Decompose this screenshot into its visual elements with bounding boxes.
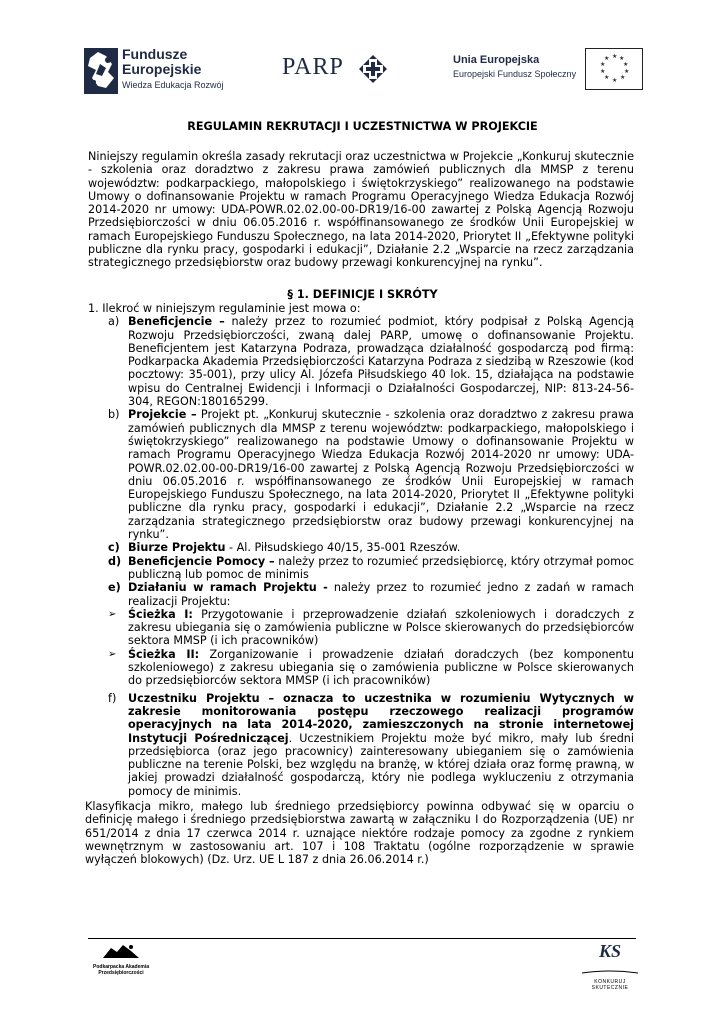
svg-text:★: ★	[612, 77, 618, 84]
definition-term: Beneficjencie –	[128, 315, 225, 329]
definition-d	[88, 555, 634, 582]
eu-flag-icon	[585, 48, 643, 90]
svg-text:★: ★	[619, 55, 625, 62]
list-item-1-intro: 1. Ilekroć w niniejszym regulaminie jest mowa o:	[88, 302, 361, 315]
definitions-list	[85, 302, 635, 867]
svg-text:★: ★	[612, 53, 618, 60]
eu-line2: Europejski Fundusz Społeczny	[453, 69, 577, 79]
svg-text:★: ★	[600, 61, 606, 68]
definition-e	[88, 581, 634, 608]
parp-symbol-icon	[358, 54, 388, 84]
definition-term: Projekcie –	[128, 408, 197, 422]
eu-line1: Unia Europejska	[453, 54, 540, 66]
definition-label: a)	[108, 315, 120, 329]
fe-line3: Wiedza Edukacja Rozwój	[122, 80, 224, 90]
path-term: Ścieżka II:	[128, 647, 200, 661]
arrow-bullet-icon: ➢	[108, 608, 117, 620]
parp-logo	[282, 54, 392, 88]
footer-divider	[88, 938, 636, 939]
classification-paragraph: Klasyfikacja mikro, małego lub średniego przedsiębiorcy powinna odbywać się w oparciu o definicję małego i średniego przedsiębiorstwa zawartą w załączniku I do Rozporządzenia (UE) nr 651/2014 z dnia 17 czerwca 2014 r. uznające niektóre rodzaje pomocy za zgodne z rynkiem wewnętrznym w zastosowaniu art. 107 i 108 Traktatu (ogólne rozporządzenie w sprawie wyłączeń blokowych) (Dz. Urz. UE L 187 z dnia 26.06.2014 r.)	[85, 799, 634, 867]
definition-text: - Al. Piłsudskiego 40/15, 35-001 Rzeszów.	[225, 541, 461, 555]
definition-label: c)	[108, 541, 120, 555]
parp-text: PARP	[282, 54, 344, 80]
fundusze-europejskie-logo	[84, 44, 244, 100]
definition-f	[88, 692, 634, 798]
definition-term: Działaniu w ramach Projektu -	[128, 581, 328, 595]
definition-text: . Uczestnikiem Projektu może być mikro, mały lub średni przedsiębiorca (oraz jego pracownicy) zainteresowany ubieganiem się o zamówienia publiczne na terenie Polski, bez względu na branżę, w której działa oraz formę prawną, w jakiej prowadzi działalność gospodarczą, który nie podlega wykluczeniu z otrzymania pomocy de minimis.	[128, 731, 635, 798]
fundusze-europejskie-icon	[84, 48, 118, 94]
podkarpacka-logo-icon	[101, 942, 141, 960]
fe-line2: Europejskie	[122, 61, 202, 77]
ks-subtitle: KONKURUJ SKUTECZNIE	[591, 979, 629, 991]
document-title: REGULAMIN REKRUTACJI I UCZESTNICTWA W PROJEKCIE	[187, 120, 538, 133]
path-2	[88, 648, 634, 688]
definition-term: Uczestniku Projektu – oznacza to uczestnika w rozumieniu Wytycznych w zakresie monitorowania postępu rzeczowego realizacji programów operacyjnych na lata 2014-2020, zamieszczonych na stronie internetowej Instytucji Pośredniczącej	[128, 691, 634, 745]
header-logos	[0, 38, 725, 108]
definition-label: e)	[108, 581, 121, 595]
definition-text: Projekt pt. „Konkuruj skutecznie - szkolenia oraz doradztwo z zakresu prawa zamówień publicznych dla MMSP z terenu województw: podkarpackiego, małopolskiego i świętokrzyskiego” realizowanego na podstawie Umowy o dofinansowanie Projektu w ramach Programu Operacyjnego Wiedza Edukacja Rozwój 2014-2020 nr umowy: UDA-POWR.02.02.00-00-DR19/16-00 zawartej z Polską Agencją Rozwoju Przedsiębiorczości w dniu 06.05.2016 r. współfinansowanego ze środków Unii Europejskiej w ramach Europejskiego Funduszu Społecznego, na lata 2014-2020, Priorytet II „Efektywne polityki publiczne dla rynku pracy, gospodarki i edukacji”, Działanie 2.2 „Wsparcie na rzecz zarządzania strategicznego przedsiębiorstw oraz budowy przewagi konkurencyjnej na rynku”.	[128, 408, 634, 542]
intro-paragraph: Niniejszy regulamin określa zasady rekrutacji oraz uczestnictwa w Projekcie „Konkuruj skutecznie - szkolenia oraz doradztwo z zakresu prawa zamówień publicznych dla MMSP z terenu województw: podkarpackiego, małopolskiego i świętokrzyskiego” realizowanego na podstawie Umowy o dofinansowanie Projektu w ramach Programu Operacyjnego Wiedza Edukacja Rozwój 2014-2020 nr umowy: UDA-POWR.02.02.00-00-DR19/16-00 zawartej z Polską Agencją Rozwoju Przedsiębiorczości w dniu 06.05.2016 r. współfinansowanego ze środków Unii Europejskiej w ramach Europejskiego Funduszu Społecznego, na lata 2014-2020, Priorytet II „Efektywne polityki publiczne dla rynku pracy, gospodarki i edukacji”, Działanie 2.2 „Wsparcie na rzecz zarządzania strategicznego przedsiębiorstw oraz budowy przewagi konkurencyjnej na rynku”.	[88, 150, 634, 270]
svg-text:★: ★	[604, 55, 610, 62]
definition-term: Beneficjencie Pomocy –	[128, 554, 275, 568]
podkarpacka-akademia-logo	[86, 942, 156, 976]
definition-text: należy przez to rozumieć podmiot, który podpisał z Polską Agencją Rozwoju Przedsiębiorczości, zwaną dalej PARP, umowę o dofinansowanie Projektu. Beneficjentem jest Katarzyna Podraza, prowadząca działalność gospodarczą pod firmą: Podkarpacka Akademia Przedsiębiorczości Katarzyna Podraza z siedzibą w Rzeszowie (kod pocztowy: 35-001), przy ulicy Al. Józefa Piłsudskiego 40 lok. 15, działająca na podstawie wpisu do Centralnej Ewidencji i Informacji o Działalności Gospodarczej, NIP: 813-24-56-304, REGON:180165299.	[128, 315, 634, 409]
arrow-bullet-icon: ➢	[108, 648, 117, 660]
definition-b	[88, 408, 634, 541]
svg-text:★: ★	[600, 68, 606, 75]
pak-line1: Podkarpacka Akademia	[93, 964, 149, 970]
definition-a	[88, 315, 634, 408]
definition-label: f)	[108, 691, 117, 705]
definition-label: b)	[108, 408, 120, 422]
svg-text:★: ★	[620, 74, 626, 81]
konkuruj-skutecznie-logo	[575, 942, 645, 991]
svg-text:★: ★	[604, 74, 610, 81]
fe-line1: Fundusze	[122, 46, 188, 62]
svg-text:★: ★	[624, 68, 630, 75]
path-text: Zorganizowanie i prowadzenie działań doradczych (bez komponentu szkoleniowego) z zakresu ubiegania się o zamówienia publiczne w Polsce skierowanych do przedsiębiorców sektora MMSP (i ich pracowników)	[128, 647, 634, 688]
path-text: Przygotowanie i przeprowadzenie działań szkoleniowych i doradczych z zakresu ubiegania się o zamówienia publiczne w Polsce skierowanych do przedsiębiorców sektora MMSP (i ich pracowników)	[128, 607, 634, 648]
svg-text:★: ★	[623, 61, 629, 68]
ks-swoosh-icon	[580, 969, 640, 975]
definition-c	[88, 541, 634, 554]
definition-text: należy przez to rozumieć jedno z zadań w ramach realizacji Projektu:	[128, 581, 634, 608]
path-1	[88, 608, 634, 648]
definition-term: Biurze Projektu	[128, 541, 226, 555]
pak-line2: Przedsiębiorczości	[98, 970, 144, 976]
section-1-heading: § 1. DEFINICJE I SKRÓTY	[287, 288, 438, 301]
definition-label: d)	[108, 554, 122, 568]
ks-text: KS	[598, 941, 622, 961]
path-term: Ścieżka I:	[128, 607, 193, 621]
definition-text: należy przez to rozumieć przedsiębiorcę, który otrzymał pomoc publiczną lub pomoc de minimis	[128, 554, 634, 581]
